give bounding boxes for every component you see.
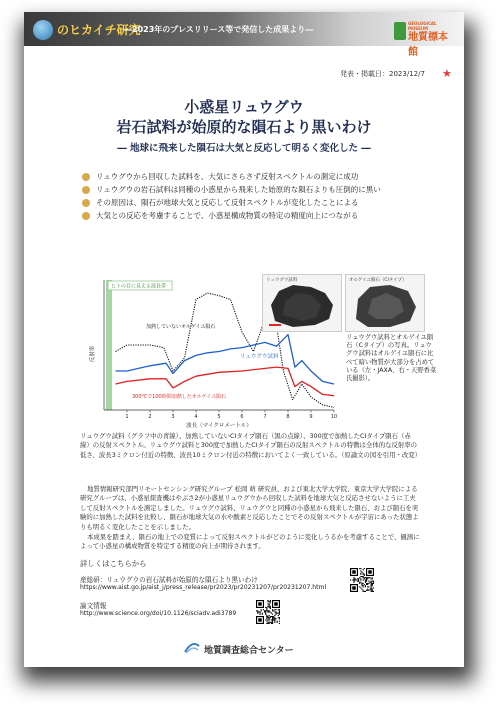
ryugu-sample-photo: [262, 274, 342, 332]
body-paragraph: 本成果を踏まえ、隕石の地上での変質によって反射スペクトルがどのように変化しうるかを考慮することで、観測によって小惑星の構成物質を特定する精度の向上が期待されます。: [80, 533, 420, 551]
band-label-box: [108, 281, 172, 290]
x-tick-label: 8: [286, 414, 290, 420]
press-release-title: 産総研：リュウグウの岩石試料が始原的な隕石より黒いわけ: [80, 576, 258, 584]
photo-label-orgueil: オルゲイユ隕石（CIタイプ）: [349, 278, 407, 283]
photo-caption: リュウグウ試料とオルゲイユ隕石（Cタイプ）の写真。リュウグウ試料はオルゲイユ隕石に比べて暗い物質が大部分を占めている（左・JAXA、右・天野香菜氏撮影）。: [346, 334, 437, 383]
footer-organization: 地質調査総合センター: [204, 646, 294, 656]
series-subtitle: ―2023年のプレスリリース等で発信した成果より―: [124, 25, 314, 34]
figure-caption: リュウグウ試料（グラフ中の青線）、加熱していないCIタイプ隕石（黒の点線）、300度で加熱したCIタイプ隕石（赤線）の反射スペクトル。リュウグウ試料と300度で加熱したCIタイプ隕石の反射スペクトルの特徴は全体的な反射率の低さ、波長3ミクロン付近の特徴、波長10ミクロン付近の特徴においてよく一致している。（原論文の図を引用・改変）: [80, 432, 422, 459]
x-tick-label: 2: [148, 414, 152, 420]
y-axis-label: 反射率: [90, 345, 96, 363]
x-tick-label: 7: [263, 414, 267, 420]
star-icon: ★: [442, 67, 452, 80]
x-axis-label: 波長（マイクロメートル）: [186, 423, 252, 429]
header-banner: [24, 12, 464, 58]
x-tick-label: 9: [309, 414, 313, 420]
scale-bar: [269, 324, 281, 326]
series-name: のヒカイチ研究: [57, 23, 141, 37]
series-label-ryugu: リュウグウ試料: [240, 354, 279, 360]
key-point: 大気との反応を考慮することで、小惑星構成物質の特定の精度向上につながる: [82, 209, 432, 222]
more-info-heading: 詳しくはこちらから: [80, 559, 147, 568]
publication-date: 発表・掲載日：2023/12/7: [340, 70, 425, 78]
page-title-line2: 岩石試料が始原的な隕石より黒いわけ: [116, 118, 372, 136]
photo-label-ryugu: リュウグウ試料: [266, 278, 298, 283]
poster-page: [24, 12, 464, 667]
x-tick-label: 5: [217, 414, 221, 420]
series-label-unheated: 加熱していないオルゲイユ隕石: [146, 324, 216, 330]
band-label: ヒトの目に見える波長帯: [111, 283, 167, 290]
qr-code-paper[interactable]: [256, 600, 280, 624]
gsj-footer-logo-icon: [184, 642, 200, 654]
x-tick-label: 10: [330, 414, 338, 420]
visible-band: [106, 280, 112, 410]
museum-logo-english: GEOLOGICAL MUSEUM: [408, 21, 437, 31]
geological-museum-logo: [394, 20, 456, 58]
qr-code-press-release[interactable]: [350, 568, 374, 592]
museum-mark-icon: [394, 22, 406, 40]
paper-info-title: 論文情報: [80, 602, 107, 610]
orgueil-rock-image: [346, 275, 424, 331]
paper-link[interactable]: http://www.science.org/doi/10.1126/sciadv.adi3789: [80, 610, 237, 617]
x-tick-label: 4: [194, 414, 198, 420]
x-tick-label: 6: [240, 414, 244, 420]
series-line-heated-orgueil: [116, 367, 335, 396]
press-release-link[interactable]: https://www.aist.go.jp/aist_j/press_release/pr2023/pr20231207/pr20231207.html: [80, 584, 327, 591]
series-label-heated: 300℃で100時間加熱したオルゲイユ隕石: [132, 394, 227, 400]
body-paragraph: 地質情報研究部門リモートセンシング研究グループ 松岡 萌 研究員、および東北大学大学院、東京大学大学院による研究グループは、小惑星探査機はやぶさ2が小惑星リュウグウから回収した試料を地球大気と反応させないように工夫して反射スペクトルを測定しました。リュウグウ試料、リュウグウと同種の小惑星から飛来した隕石、および隕石を実験的に加熱した試料を比較し、隕石が地球大気の水や酸素と反応したことでその反射スペクトルが宇宙にあった状態よりも明るく変化したことを示しました。: [80, 485, 419, 531]
museum-logo-japanese: 地質標本館: [408, 32, 448, 58]
page-subtitle: ― 地球に飛来した隕石は大気と反応して明るく変化した ―: [117, 143, 371, 154]
key-point: リュウグウから回収した試料を、大気にさらさず反射スペクトルの測定に成功: [82, 170, 432, 183]
x-tick-label: 1: [125, 414, 129, 420]
key-point: その原因は、隕石が地球大気と反応して反射スペクトルが変化したことによる: [82, 196, 432, 209]
gsj-circle-logo-icon: [33, 20, 53, 40]
page-title-line1: 小惑星リュウグウ: [184, 98, 304, 116]
key-points-list: [82, 170, 432, 222]
orgueil-meteorite-photo: [345, 274, 425, 332]
series-line-ryugu: [116, 335, 335, 384]
x-tick-label: 3: [171, 414, 175, 420]
key-point: リュウグウの岩石試料は同種の小惑星から飛来した始原的な隕石よりも圧倒的に黒い: [82, 183, 432, 196]
ryugu-rock-image: [263, 275, 341, 331]
